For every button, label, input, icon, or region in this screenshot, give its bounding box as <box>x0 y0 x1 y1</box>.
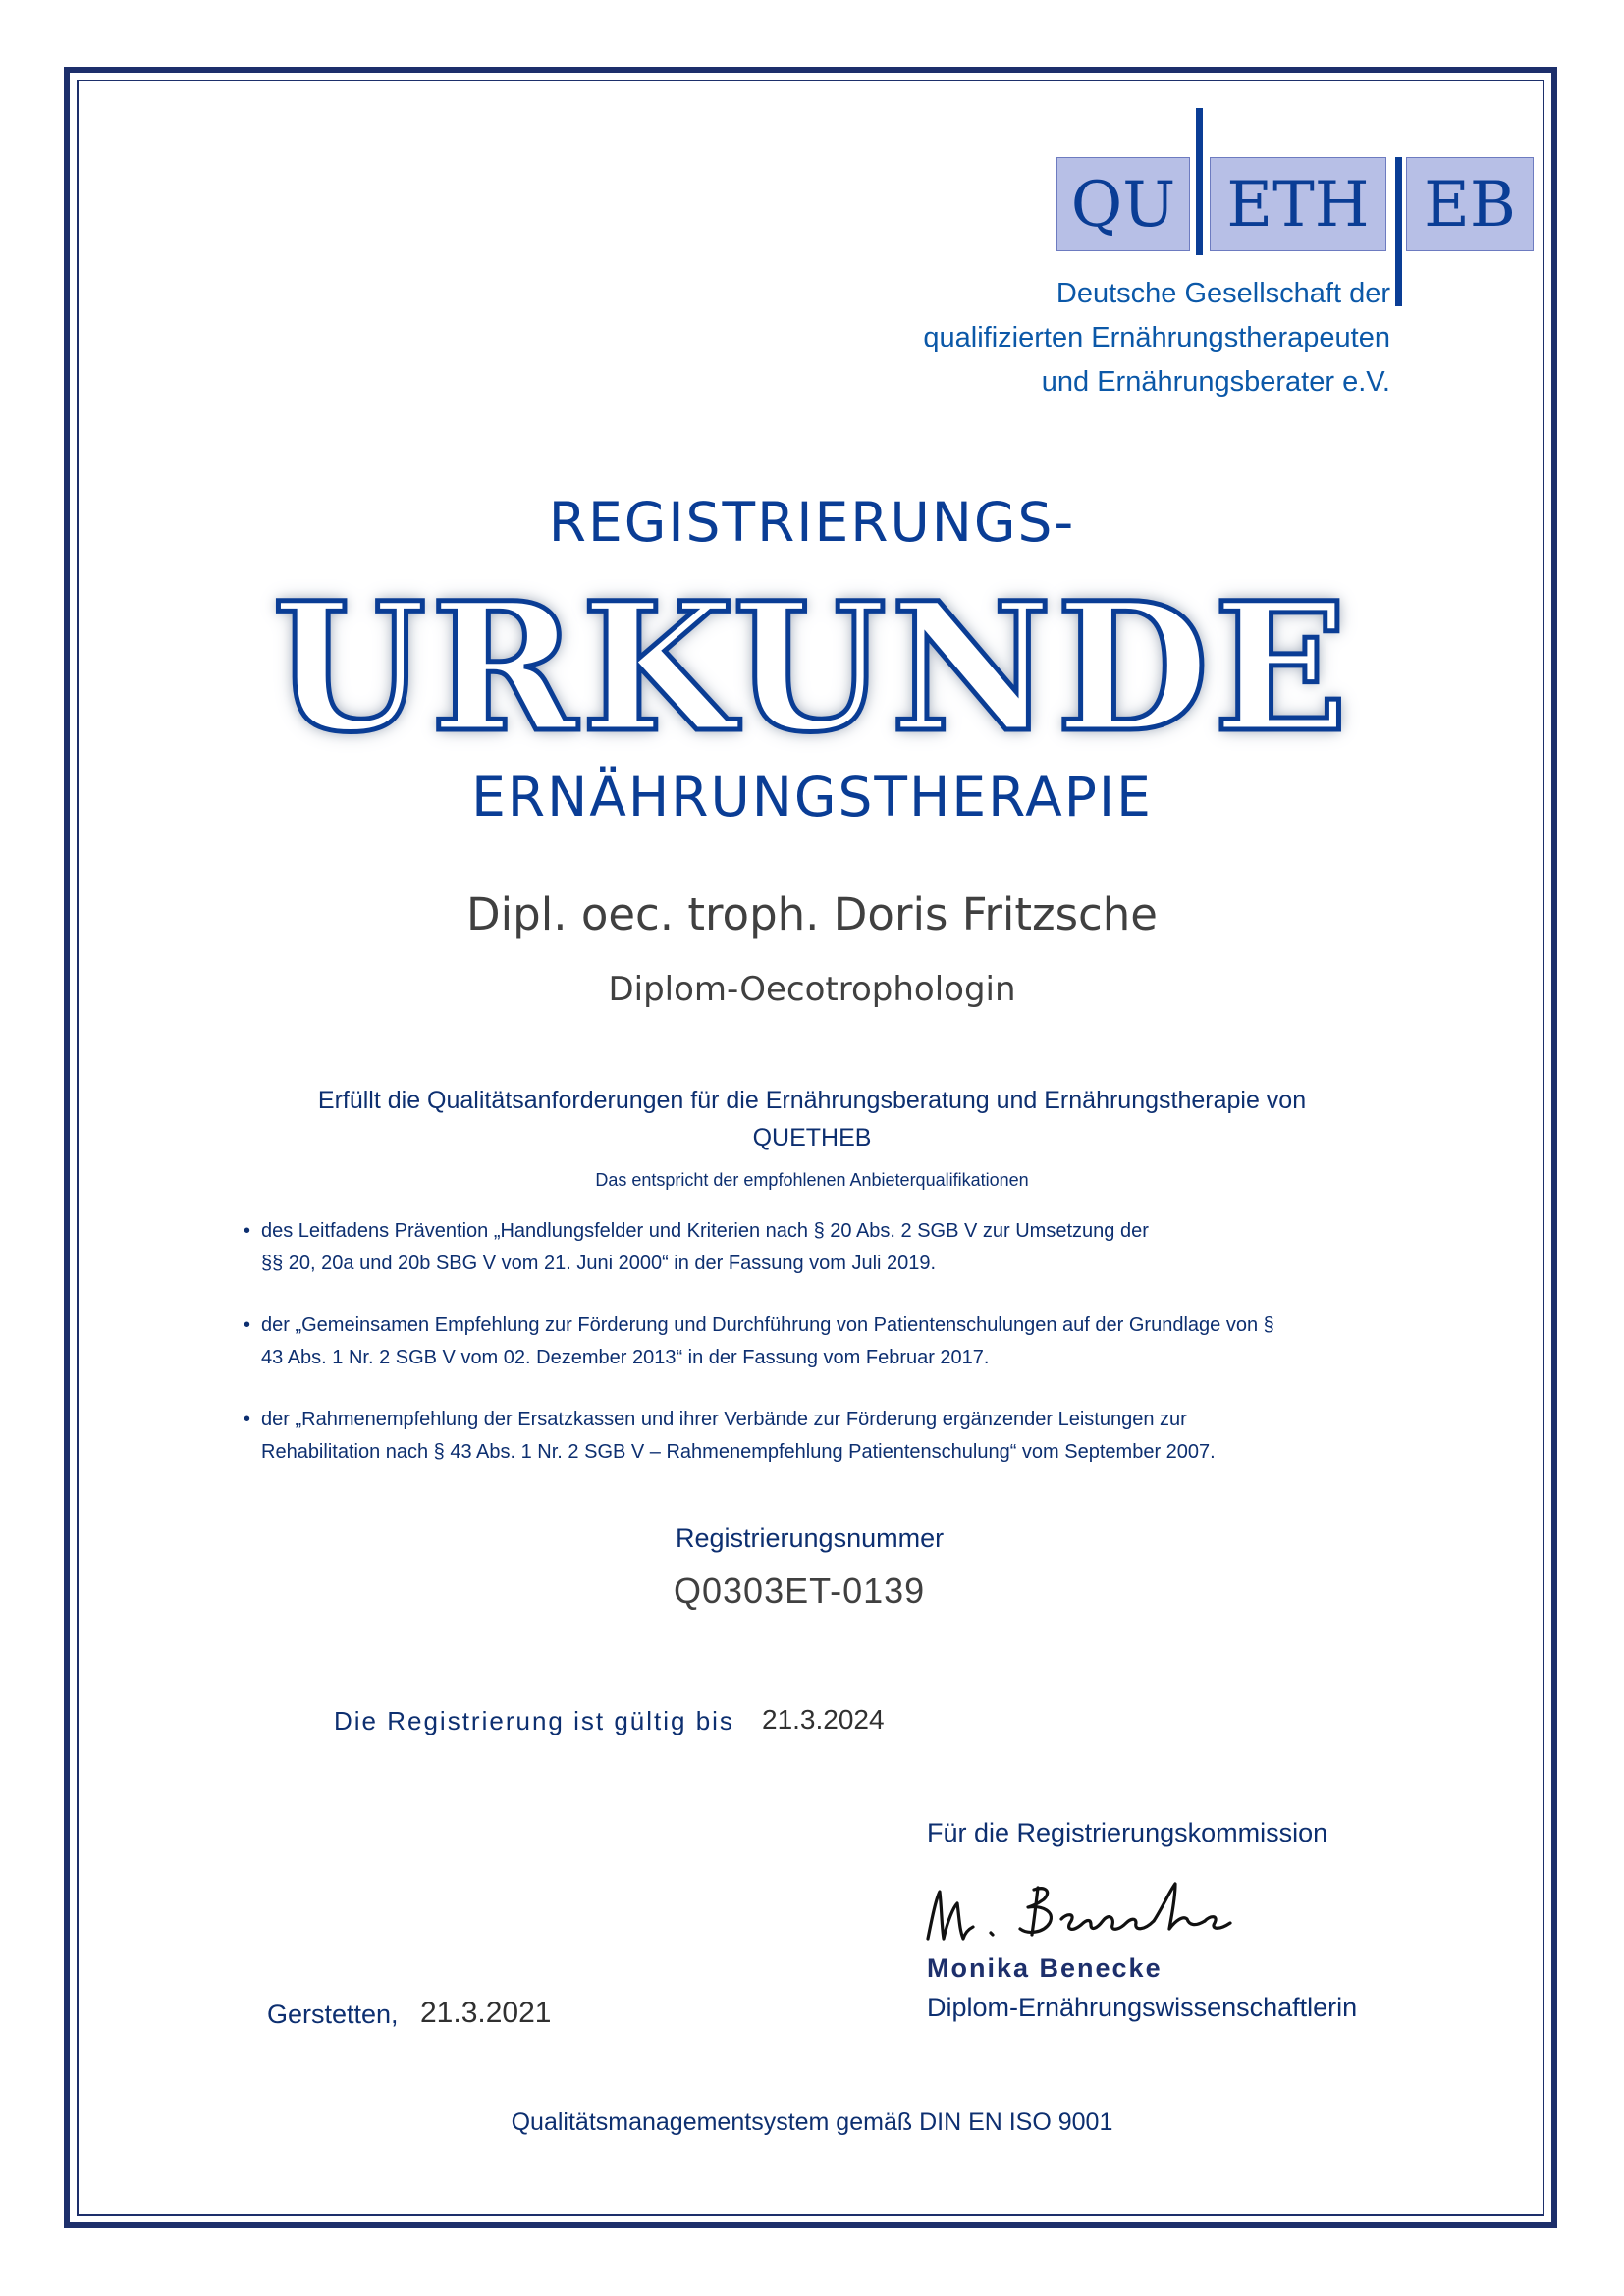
org-name-line-2: qualifizierten Ernährungstherapeuten <box>923 322 1390 353</box>
statement-line-1: Erfüllt die Qualitätsanforderungen für die Ernährungsberatung und Ernährungstherapie von <box>317 1087 1307 1114</box>
heading-main: URKUNDE <box>272 564 1352 772</box>
logo-divider-bar <box>1395 157 1402 306</box>
logo-part-eb: EB <box>1406 157 1534 251</box>
registration-number: Q0303ET-0139 <box>674 1571 926 1611</box>
bullet-icon: • <box>244 1314 251 1336</box>
list-item-line: der „Rahmenempfehlung der Ersatzkassen und ihrer Verbände zur Förderung ergänzender Leistungen zur <box>261 1409 1187 1430</box>
statement-note: Das entspricht der empfohlenen Anbieterqualifikationen <box>595 1170 1029 1190</box>
statement-line-2: QUETHEB <box>752 1124 872 1151</box>
registration-number-label: Registrierungsnummer <box>676 1523 945 1553</box>
logo-part-eth: ETH <box>1210 157 1386 251</box>
org-name-line-1: Deutsche Gesellschaft der <box>1056 278 1390 309</box>
signature-for-label: Für die Registrierungskommission <box>927 1818 1328 1847</box>
list-item <box>244 1404 1451 1468</box>
footer-qms: Qualitätsmanagementsystem gemäß DIN EN ISO 9001 <box>511 2109 1113 2136</box>
logo-divider-bar <box>1196 108 1203 255</box>
valid-until-date: 21.3.2024 <box>762 1704 885 1735</box>
list-item-line: des Leitfadens Prävention „Handlungsfelder und Kriterien nach § 20 Abs. 2 SGB V zur Umsetzung der <box>261 1220 1149 1242</box>
bullet-icon: • <box>244 1220 251 1242</box>
list-item-line: 43 Abs. 1 Nr. 2 SGB V vom 02. Dezember 2013“ in der Fassung vom Februar 2017. <box>261 1347 990 1368</box>
heading-pre: REGISTRIERUNGS- <box>548 491 1076 554</box>
place-label: Gerstetten, <box>267 2000 399 2029</box>
issue-date: 21.3.2021 <box>420 1997 552 2029</box>
logo-part-qu: QU <box>1056 157 1190 251</box>
signer-title: Diplom-Ernährungswissenschaftlerin <box>927 1993 1358 2022</box>
qualification-list <box>244 1215 1451 1498</box>
org-name-line-3: und Ernährungsberater e.V. <box>1041 366 1390 398</box>
holder-title: Diplom-Oecotrophologin <box>608 970 1016 1009</box>
list-item <box>244 1215 1451 1280</box>
list-item-line: §§ 20, 20a und 20b SBG V vom 21. Juni 2000“ in der Fassung vom Juli 2019. <box>261 1253 937 1274</box>
list-item-line: der „Gemeinsamen Empfehlung zur Förderung und Durchführung von Patientenschulungen auf der Grundlage von § <box>261 1314 1274 1336</box>
signer-name: Monika Benecke <box>927 1953 1163 1983</box>
heading-sub: ERNÄHRUNGSTHERAPIE <box>471 766 1153 828</box>
holder-name: Dipl. oec. troph. Doris Fritzsche <box>466 888 1158 940</box>
list-item <box>244 1309 1451 1374</box>
list-item-line: Rehabilitation nach § 43 Abs. 1 Nr. 2 SGB V – Rahmenempfehlung Patientenschulung“ vom September 2007. <box>261 1441 1216 1463</box>
valid-until-label: Die Registrierung ist gültig bis <box>334 1706 734 1735</box>
bullet-icon: • <box>244 1409 251 1430</box>
handwritten-signature <box>918 1870 1291 1958</box>
